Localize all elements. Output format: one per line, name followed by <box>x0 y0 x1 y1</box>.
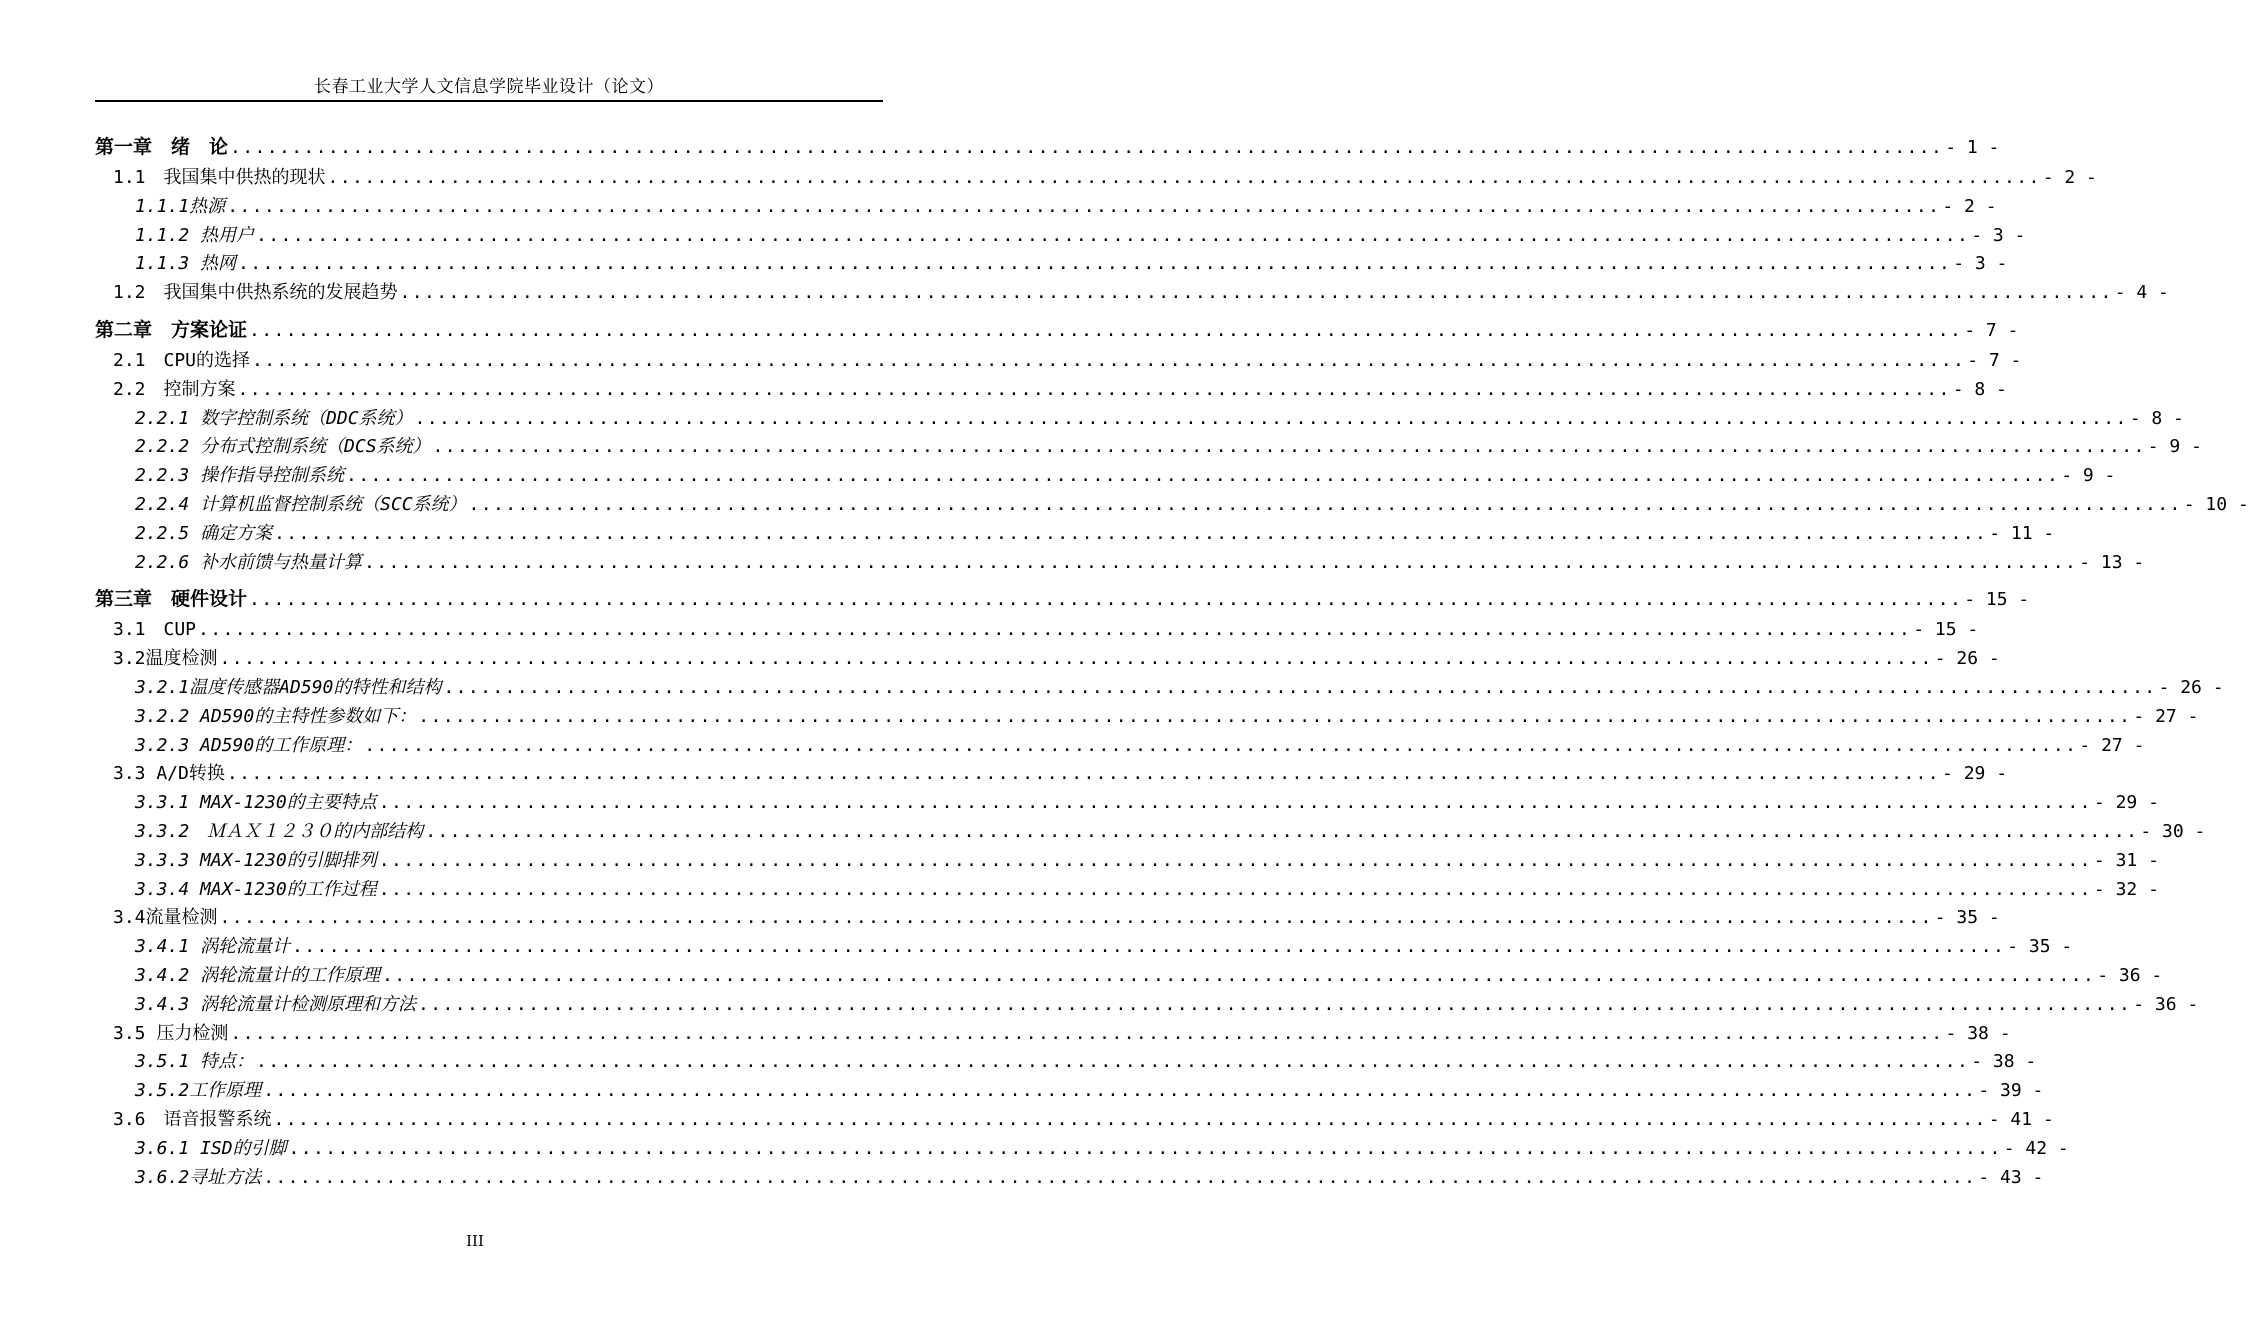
toc-entry-title: 3.3 A/D转换 <box>113 763 225 785</box>
toc-entry-title: 2.2.1 数字控制系统（DDC系统） <box>135 407 413 429</box>
toc-entry[interactable] <box>95 933 2073 962</box>
dot-leader: ............................................................................................................................................ <box>249 319 1963 341</box>
toc-entry-page: - 11 - <box>1989 522 2055 544</box>
dot-leader: ............................................................................................................................................ <box>249 589 1963 611</box>
toc-entry-page: - 8 - <box>1952 378 2007 400</box>
dot-leader: ............................................................................................................................................ <box>468 493 2182 515</box>
toc-entry-page: - 9 - <box>2061 465 2116 487</box>
toc-entry-title: 3.5.2工作原理 <box>135 1080 262 1102</box>
toc-entry-page: - 2 - <box>2042 167 2097 188</box>
toc-entry[interactable] <box>95 433 2202 462</box>
dot-leader: ............................................................................................................................................ <box>418 705 2132 727</box>
toc-entry-page: - 13 - <box>2079 551 2145 573</box>
toc-entry[interactable] <box>95 164 2097 193</box>
dot-leader: ............................................................................................................................................ <box>414 407 2128 429</box>
dot-leader: ............................................................................................................................................ <box>230 1022 1944 1044</box>
dot-leader: ............................................................................................................................................ <box>263 1080 1977 1102</box>
dot-leader: ............................................................................................................................................ <box>219 648 1933 670</box>
dot-leader: ............................................................................................................................................ <box>432 436 2146 458</box>
toc-entry[interactable] <box>95 904 2000 933</box>
toc-entry-page: - 15 - <box>1913 619 1979 641</box>
toc-entry-title: 2.2.6 补水前馈与热量计算 <box>135 551 363 573</box>
dot-leader: ............................................................................................................................................ <box>443 676 2157 698</box>
toc-entry-page: - 38 - <box>1971 1051 2037 1073</box>
toc-entry-title: 3.4流量检测 <box>113 907 218 929</box>
toc-entry-title: 2.2.2 分布式控制系统（DCS系统） <box>135 436 431 458</box>
toc-entry[interactable] <box>95 279 2169 308</box>
dot-leader: ............................................................................................................................................ <box>256 1051 1970 1073</box>
dot-leader: ............................................................................................................................................ <box>378 849 2092 871</box>
toc-entry-page: - 31 - <box>2093 849 2159 871</box>
dot-leader: ............................................................................................................................................ <box>378 792 2092 814</box>
toc-entry-title: 3.5.1 特点： <box>135 1051 255 1073</box>
toc-entry-title: 3.6.2寻址方法 <box>135 1166 262 1188</box>
dot-leader: ............................................................................................................................................ <box>327 167 2041 188</box>
toc-entry-page: - 27 - <box>2133 705 2199 727</box>
dot-leader: ............................................................................................................................................ <box>227 195 1941 217</box>
toc-entry-page: - 26 - <box>2158 676 2224 698</box>
toc-entry[interactable] <box>95 732 2145 761</box>
dot-leader: ............................................................................................................................................ <box>425 820 2139 842</box>
toc-entry-page: - 10 - <box>2183 493 2249 515</box>
toc-entry[interactable] <box>95 645 2000 674</box>
toc-entry-page: - 1 - <box>1945 137 2000 158</box>
toc-entry-title: 3.3.4 MAX-1230的工作过程 <box>135 878 377 900</box>
toc-entry-page: - 8 - <box>2129 407 2184 429</box>
dot-leader: ............................................................................................................................................ <box>263 1166 1977 1188</box>
toc-entry-title: 3.3.3 MAX-1230的引脚排列 <box>135 849 377 871</box>
toc-entry-title: 第二章 方案论证 <box>95 318 248 341</box>
header-rule <box>95 100 883 102</box>
toc-entry[interactable] <box>95 193 1997 222</box>
toc-entry-page: - 29 - <box>1942 763 2008 785</box>
toc-entry[interactable] <box>95 250 2008 279</box>
dot-leader: ............................................................................................................................................ <box>226 763 1941 785</box>
toc-entry[interactable] <box>95 222 2026 251</box>
toc-chapter-entry[interactable] <box>95 582 2030 616</box>
dot-leader: ............................................................................................................................................ <box>274 522 1988 544</box>
dot-leader: ............................................................................................................................................ <box>364 551 2078 573</box>
toc-entry-page: - 4 - <box>2114 282 2169 304</box>
toc-entry-page: - 9 - <box>2147 436 2202 458</box>
toc-entry-title: 3.2.1温度传感器AD590的特性和结构 <box>135 676 442 698</box>
toc-entry[interactable] <box>95 1164 2044 1193</box>
toc-entry-page: - 7 - <box>1967 349 2022 371</box>
toc-entry[interactable] <box>95 1020 2011 1049</box>
toc-entry[interactable] <box>95 347 2022 376</box>
toc-entry-page: - 3 - <box>1953 253 2008 275</box>
toc-entry-title: 1.1.2 热用户 <box>135 224 255 246</box>
toc-chapter-entry[interactable] <box>95 313 2019 347</box>
dot-leader: ............................................................................................................................................ <box>292 936 2006 958</box>
toc-entry-title: 3.1 CUP <box>113 619 197 641</box>
toc-entry-title: 第一章 绪 论 <box>95 136 229 158</box>
toc-entry-title: 3.4.2 涡轮流量计的工作原理 <box>135 964 381 986</box>
toc-entry-title: 2.2.5 确定方案 <box>135 522 273 544</box>
toc-entry[interactable] <box>95 376 2007 405</box>
toc-entry[interactable] <box>95 549 2145 578</box>
toc-entry[interactable] <box>95 818 2206 847</box>
dot-leader: ............................................................................................................................................ <box>238 253 1952 275</box>
toc-entry-title: 2.2 控制方案 <box>113 378 236 400</box>
toc-entry-page: - 43 - <box>1978 1166 2044 1188</box>
toc-entry[interactable] <box>95 1106 2054 1135</box>
toc-entry-page: - 3 - <box>1971 224 2026 246</box>
toc-entry[interactable] <box>95 1077 2044 1106</box>
toc-entry[interactable] <box>95 991 2199 1020</box>
toc-entry-page: - 39 - <box>1978 1080 2044 1102</box>
dot-leader: ............................................................................................................................................ <box>399 282 2113 304</box>
toc-entry-page: - 38 - <box>1945 1022 2011 1044</box>
toc-entry-title: 2.2.3 操作指导控制系统 <box>135 465 345 487</box>
toc-entry-page: - 42 - <box>2003 1137 2069 1159</box>
toc-entry-page: - 26 - <box>1934 648 2000 670</box>
toc-entry-page: - 30 - <box>2140 820 2206 842</box>
toc-entry-title: 1.1 我国集中供热的现状 <box>113 167 326 188</box>
toc-entry-title: 1.1.1热源 <box>135 195 226 217</box>
toc-entry-title: 3.2温度检测 <box>113 648 218 670</box>
toc-entry-title: 1.2 我国集中供热系统的发展趋势 <box>113 282 398 304</box>
dot-leader: ............................................................................................................................................ <box>256 224 1970 246</box>
toc-entry-title: 3.3.2 ＭＡＸ１２３０的内部结构 <box>135 820 424 842</box>
dot-leader: ............................................................................................................................................ <box>237 378 1951 400</box>
toc-entry-title: 1.1.3 热网 <box>135 253 237 275</box>
dot-leader: ............................................................................................................................................ <box>273 1108 1987 1130</box>
toc-entry[interactable] <box>95 760 2008 789</box>
toc-entry-page: - 7 - <box>1964 319 2019 341</box>
toc-entry[interactable] <box>95 405 2184 434</box>
toc-entry[interactable] <box>95 616 1979 645</box>
toc-entry-page: - 35 - <box>1934 907 2000 929</box>
dot-leader: ............................................................................................................................................ <box>364 734 2078 756</box>
toc-entry[interactable] <box>95 1048 2037 1077</box>
toc-entry-page: - 35 - <box>2007 936 2073 958</box>
page-header: 长春工业大学人文信息学院毕业设计（论文） <box>314 77 664 97</box>
dot-leader: ............................................................................................................................................ <box>378 878 2092 900</box>
toc-chapter-entry[interactable] <box>95 130 2000 164</box>
toc-entry-page: - 36 - <box>2133 993 2199 1015</box>
toc-entry[interactable] <box>95 847 2159 876</box>
toc-entry-page: - 36 - <box>2097 964 2163 986</box>
toc-entry[interactable] <box>95 703 2199 732</box>
dot-leader: ............................................................................................................................................ <box>382 964 2096 986</box>
toc-entry-title: 3.3.1 MAX-1230的主要特点 <box>135 792 377 814</box>
toc-entry[interactable] <box>95 1135 2069 1164</box>
toc-entry-title: 3.2.2 AD590的主特性参数如下： <box>135 705 417 727</box>
toc-entry-title: 3.4.1 涡轮流量计 <box>135 936 291 958</box>
toc-entry-page: - 27 - <box>2079 734 2145 756</box>
toc-entry-title: 3.5 压力检测 <box>113 1022 229 1044</box>
dot-leader: ............................................................................................................................................ <box>418 993 2132 1015</box>
toc-entry-title: 3.6 语音报警系统 <box>113 1108 272 1130</box>
dot-leader: ............................................................................................................................................ <box>288 1137 2002 1159</box>
toc-entry-page: - 32 - <box>2093 878 2159 900</box>
toc-entry[interactable] <box>95 789 2159 818</box>
toc-entry-title: 3.2.3 AD590的工作原理： <box>135 734 363 756</box>
toc-entry-page: - 41 - <box>1988 1108 2054 1130</box>
dot-leader: ............................................................................................................................................ <box>252 349 1966 371</box>
toc-entry-title: 3.6.1 ISD的引脚 <box>135 1137 287 1159</box>
toc-entry[interactable] <box>95 962 2163 991</box>
toc-entry-title: 2.2.4 计算机监督控制系统（SCC系统） <box>135 493 467 515</box>
dot-leader: ............................................................................................................................................ <box>346 465 2060 487</box>
toc-entry[interactable] <box>95 520 2055 549</box>
toc-entry-title: 2.1 CPU的选择 <box>113 349 251 371</box>
toc-entry-page: - 29 - <box>2093 792 2159 814</box>
toc-entry[interactable] <box>95 876 2159 905</box>
toc-entry-page: - 15 - <box>1964 589 2030 611</box>
dot-leader: ............................................................................................................................................ <box>198 619 1912 641</box>
dot-leader: ............................................................................................................................................ <box>219 907 1933 929</box>
dot-leader: ............................................................................................................................................ <box>230 137 1944 158</box>
page-number-footer: III <box>466 1232 484 1250</box>
toc-entry[interactable] <box>95 491 2249 520</box>
table-of-contents <box>95 130 2249 1192</box>
toc-entry[interactable] <box>95 674 2224 703</box>
toc-entry-page: - 2 - <box>1942 195 1997 217</box>
toc-entry-title: 第三章 硬件设计 <box>95 588 248 611</box>
toc-entry-title: 3.4.3 涡轮流量计检测原理和方法 <box>135 993 417 1015</box>
toc-entry[interactable] <box>95 462 2116 491</box>
